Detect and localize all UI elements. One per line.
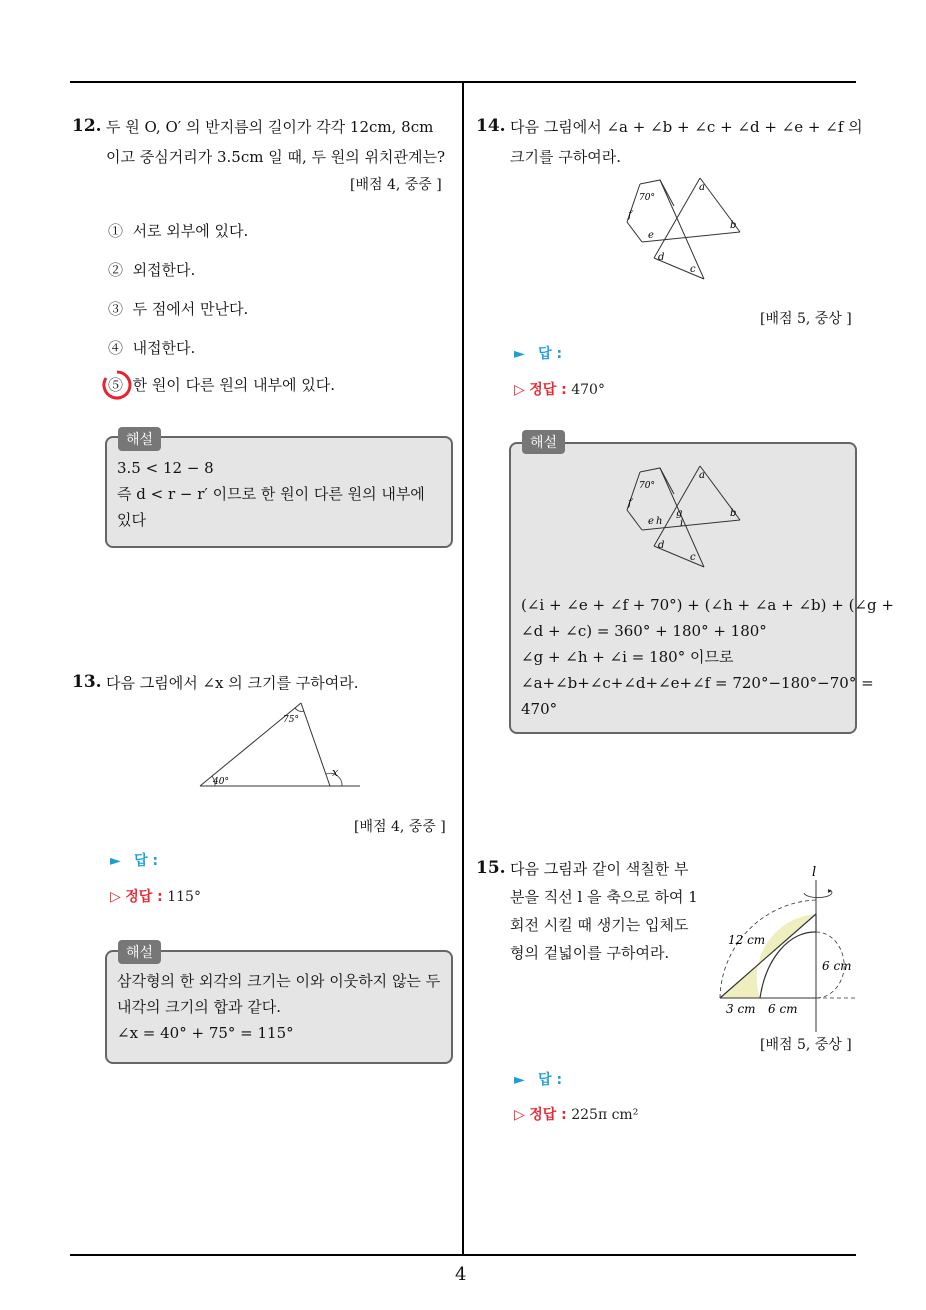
choice-4[interactable]: ④ 내접한다. bbox=[108, 339, 196, 357]
correct-arrow-icon: ▷ bbox=[514, 382, 525, 398]
score-difficulty: [배점 4, 중중 ] bbox=[354, 819, 446, 835]
answer-arrow-icon: ► bbox=[514, 1072, 525, 1088]
height-label: 6 cm bbox=[822, 959, 852, 973]
question-text-line: 다음 그림에서 ∠x 의 크기를 구하여라. bbox=[106, 674, 359, 692]
answer-row[interactable] bbox=[514, 343, 562, 363]
column-divider bbox=[462, 83, 464, 1255]
explanation-line: ∠d + ∠c) = 360° + 180° + 180° bbox=[521, 622, 767, 640]
question-text-line: 다음 그림에서 ∠a + ∠b + ∠c + ∠d + ∠e + ∠f 의 bbox=[510, 118, 863, 136]
label-c: c bbox=[690, 552, 696, 563]
correct-arrow-icon: ▷ bbox=[514, 1107, 525, 1123]
correct-answer-row bbox=[514, 379, 605, 399]
label-x: x bbox=[332, 766, 339, 779]
label-b: b bbox=[730, 220, 737, 231]
answer-label: 답 : bbox=[134, 853, 159, 869]
label-75: 75° bbox=[283, 715, 299, 725]
explanation-line: ∠x = 40° + 75° = 115° bbox=[117, 1024, 294, 1042]
correct-value: 115° bbox=[167, 889, 201, 905]
label-f: f bbox=[628, 498, 632, 509]
explanation-line: 삼각형의 한 외각의 크기는 이와 이웃하지 않는 두 bbox=[117, 972, 441, 990]
question-text-line: 회전 시킬 때 생기는 입체도 bbox=[510, 916, 689, 934]
correct-value: 225π cm² bbox=[571, 1107, 639, 1123]
label-i: i bbox=[680, 518, 684, 529]
label-a: a bbox=[699, 182, 705, 193]
slant-label: 12 cm bbox=[728, 933, 766, 947]
label-g: g bbox=[676, 508, 683, 519]
axis-label: l bbox=[812, 865, 817, 880]
label-70: 70° bbox=[639, 193, 655, 203]
rotation-figure bbox=[712, 860, 857, 1035]
question-text-line: 분을 직선 l 을 축으로 하여 1 bbox=[510, 888, 698, 906]
answer-row[interactable] bbox=[514, 1069, 562, 1089]
answer-arrow-icon: ► bbox=[110, 853, 121, 869]
label-b: b bbox=[730, 508, 737, 519]
label-e: e bbox=[648, 230, 654, 241]
label-d: d bbox=[658, 252, 665, 263]
choice-1[interactable]: ① 서로 외부에 있다. bbox=[108, 222, 249, 240]
explanation-tag: 해설 bbox=[118, 940, 161, 964]
explanation-line: 470° bbox=[521, 700, 558, 718]
question-text-line: 다음 그림과 같이 색칠한 부 bbox=[510, 860, 689, 878]
label-c: c bbox=[690, 264, 696, 275]
explanation-line: 즉 d < r − r′ 이므로 한 원이 다른 원의 내부에 bbox=[117, 485, 425, 503]
question-text-line: 이고 중심거리가 3.5cm 일 때, 두 원의 위치관계는? bbox=[106, 148, 445, 166]
correct-label: 정답 : bbox=[125, 889, 163, 905]
star-figure bbox=[612, 174, 762, 284]
choice-3[interactable]: ③ 두 점에서 만난다. bbox=[108, 300, 249, 318]
explanation-line: ∠a+∠b+∠c+∠d+∠e+∠f = 720°−180°−70° = bbox=[521, 674, 874, 692]
explanation-line: 있다 bbox=[117, 511, 146, 529]
score-difficulty: [배점 5, 중상 ] bbox=[760, 311, 852, 327]
score-difficulty: [배점 4, 중중 ] bbox=[350, 177, 442, 193]
triangle-figure bbox=[195, 700, 365, 795]
answer-arrow-icon: ► bbox=[514, 346, 525, 362]
label-40: 40° bbox=[213, 777, 229, 787]
answer-label: 답 : bbox=[538, 346, 563, 362]
answer-row[interactable] bbox=[110, 850, 158, 870]
page-number: 4 bbox=[455, 1264, 467, 1285]
answer-label: 답 : bbox=[538, 1072, 563, 1088]
star-figure-explained bbox=[612, 462, 762, 572]
base1-label: 3 cm bbox=[726, 1002, 756, 1016]
explanation-tag: 해설 bbox=[118, 427, 161, 451]
correct-value: 470° bbox=[571, 382, 605, 398]
question-number: 12. bbox=[72, 116, 102, 136]
label-a: a bbox=[699, 470, 705, 481]
question-text-line: 크기를 구하여라. bbox=[510, 148, 621, 166]
correct-label: 정답 : bbox=[529, 382, 567, 398]
question-number: 13. bbox=[72, 672, 102, 692]
explanation-line: 내각의 크기의 합과 같다. bbox=[117, 998, 281, 1016]
question-number: 15. bbox=[476, 858, 506, 878]
choice-5[interactable]: ⑤ 한 원이 다른 원의 내부에 있다. bbox=[108, 376, 336, 394]
question-text-line: 두 원 O, O′ 의 반지름의 길이가 각각 12cm, 8cm bbox=[106, 118, 434, 136]
score-difficulty: [배점 5, 중상 ] bbox=[760, 1037, 852, 1053]
label-e: e bbox=[648, 516, 654, 527]
explanation-line: (∠i + ∠e + ∠f + 70°) + (∠h + ∠a + ∠b) + (∠g + bbox=[521, 596, 894, 614]
choice-2[interactable]: ② 외접한다. bbox=[108, 261, 196, 279]
question-number: 14. bbox=[476, 116, 506, 136]
label-h: h bbox=[656, 516, 663, 527]
answer-circle-mark bbox=[100, 368, 134, 402]
label-d: d bbox=[658, 540, 665, 551]
explanation-tag: 해설 bbox=[522, 430, 565, 454]
correct-label: 정답 : bbox=[529, 1107, 567, 1123]
explanation-line: ∠g + ∠h + ∠i = 180° 이므로 bbox=[521, 648, 734, 666]
explanation-line: 3.5 < 12 − 8 bbox=[117, 459, 214, 477]
base2-label: 6 cm bbox=[768, 1002, 798, 1016]
correct-answer-row bbox=[514, 1104, 638, 1124]
label-f: f bbox=[628, 210, 632, 221]
question-text-line: 형의 겉넓이를 구하여라. bbox=[510, 944, 670, 962]
label-70: 70° bbox=[639, 481, 655, 491]
correct-arrow-icon: ▷ bbox=[110, 889, 121, 905]
correct-answer-row bbox=[110, 886, 201, 906]
bottom-rule bbox=[70, 1254, 856, 1256]
